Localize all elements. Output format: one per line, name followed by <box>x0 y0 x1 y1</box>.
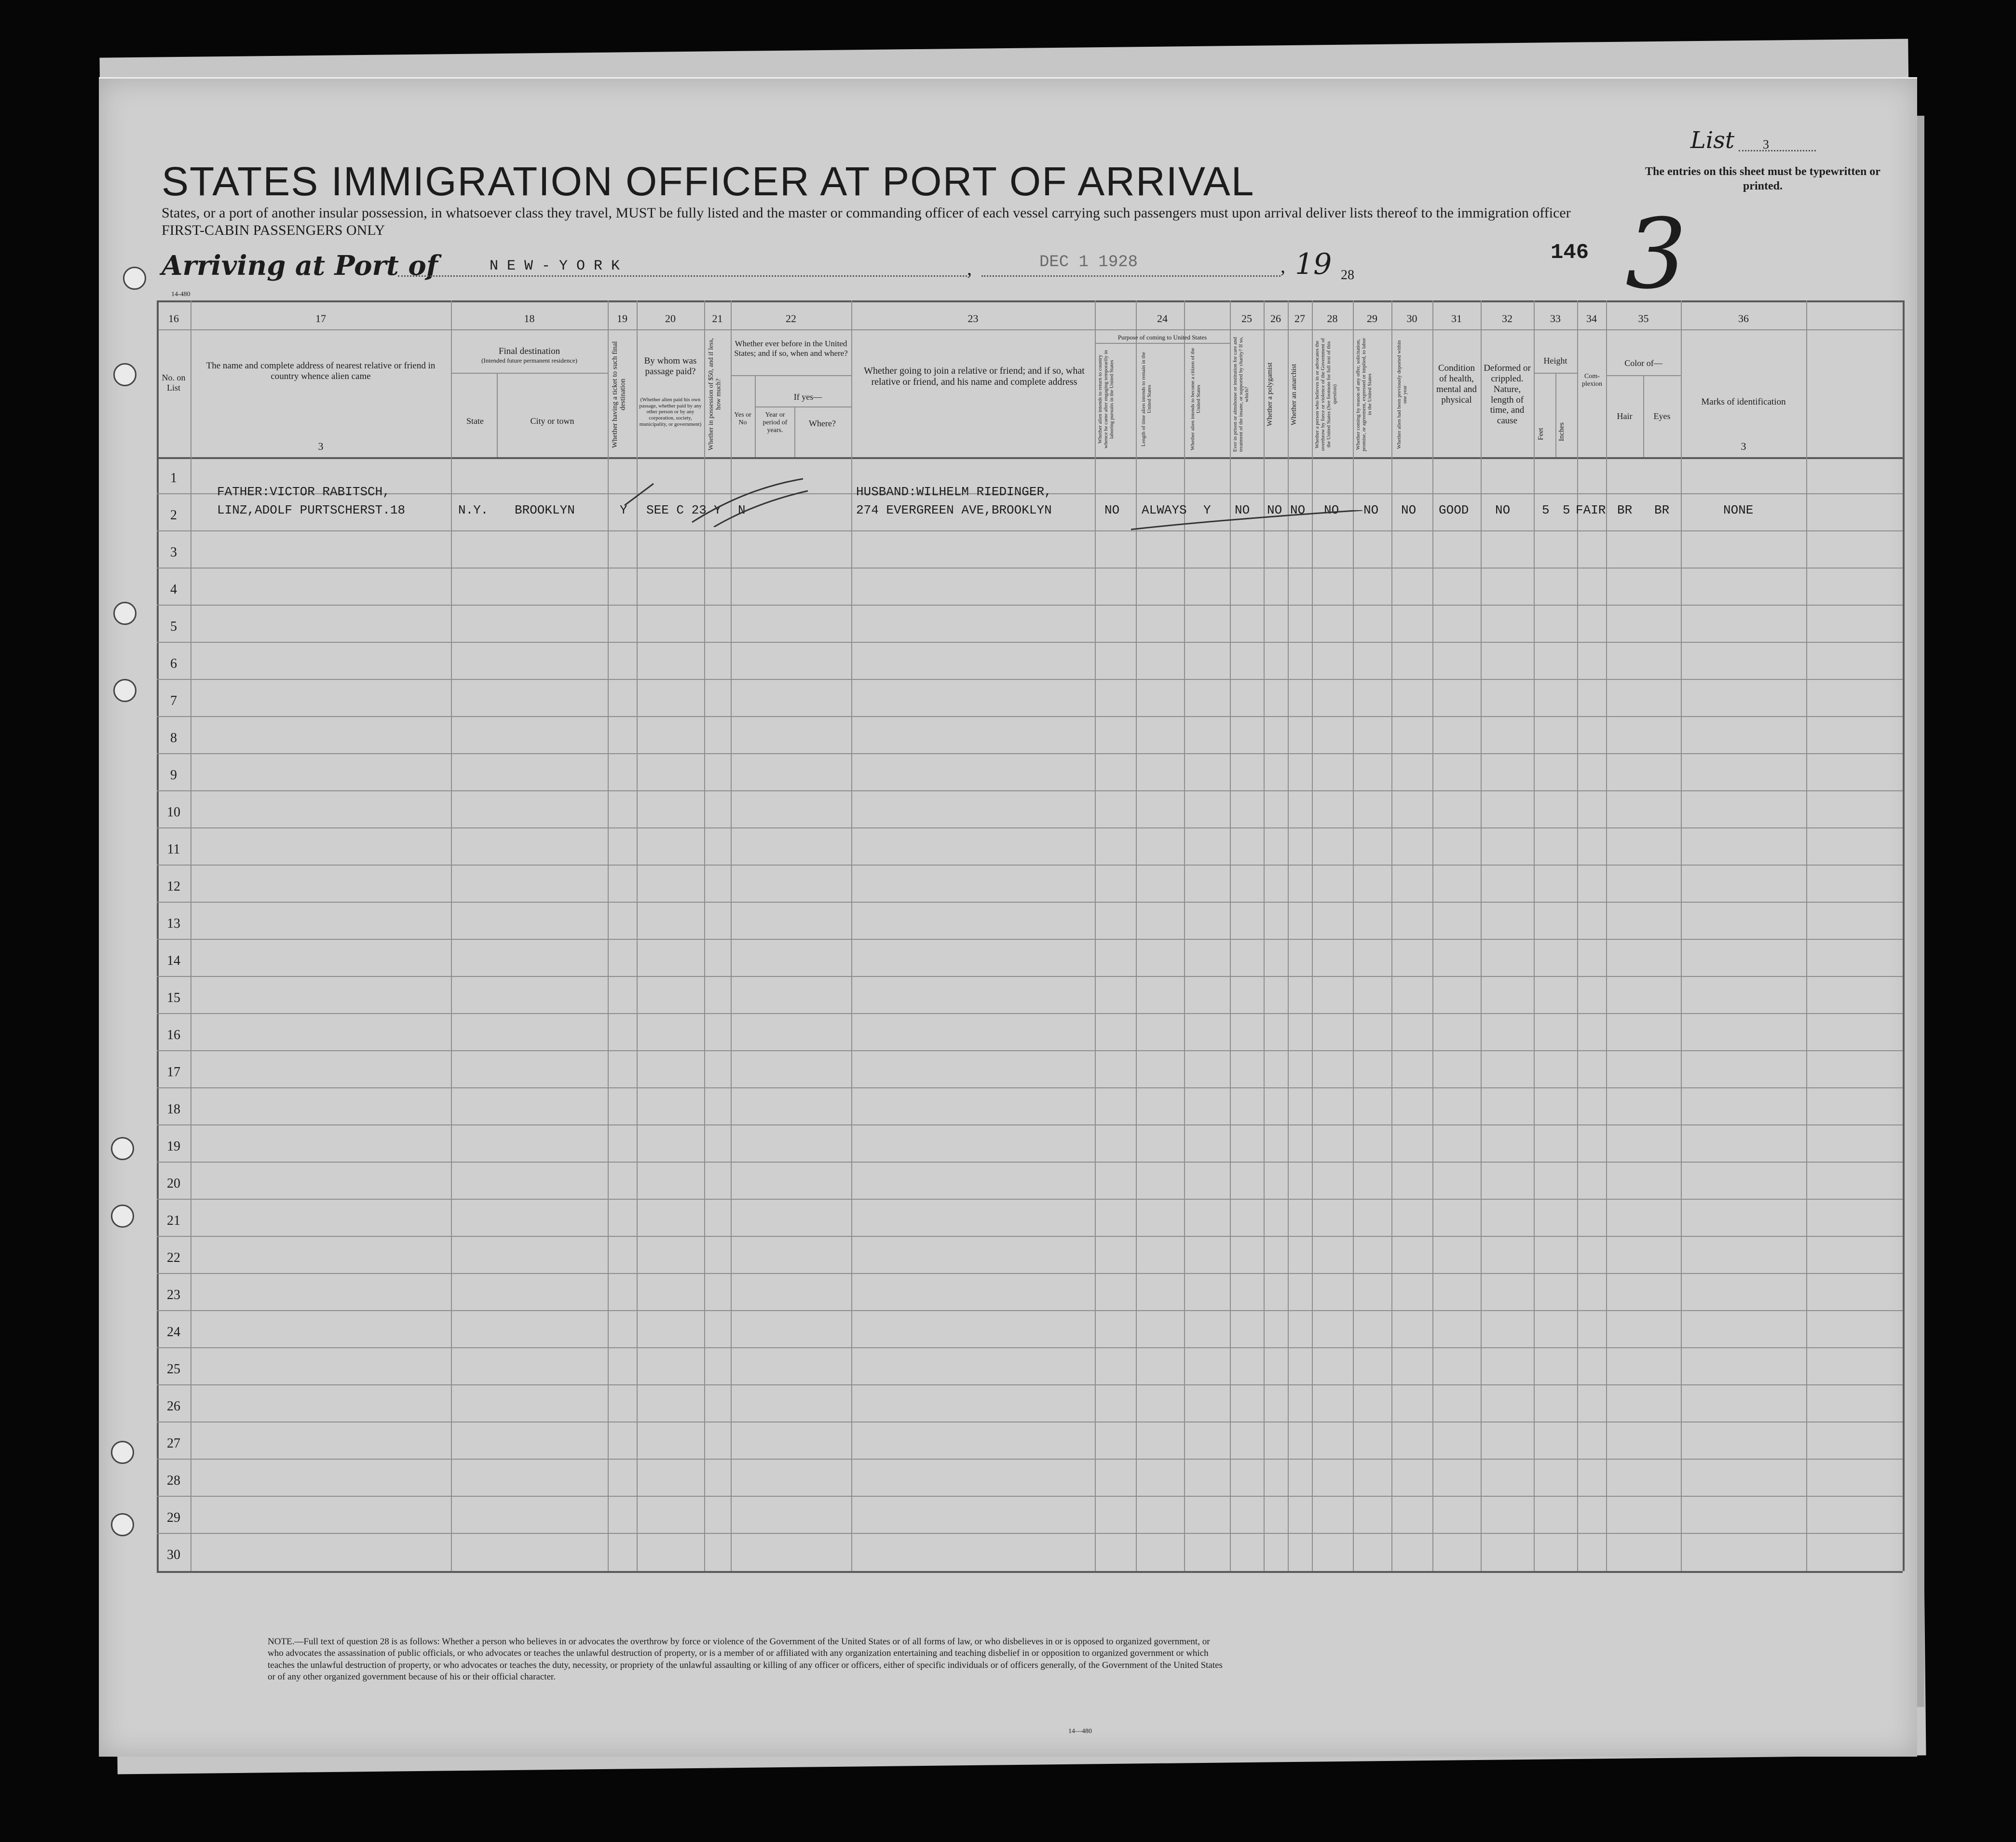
column-rule <box>1230 300 1231 1571</box>
col-num-24: 24 <box>1157 312 1168 325</box>
hdr-hair: Hair <box>1617 411 1633 421</box>
page-title: STATES IMMIGRATION OFFICER AT PORT OF ARRIVAL <box>162 159 1255 204</box>
row-rule <box>157 1050 1903 1051</box>
row-rule <box>157 1124 1903 1125</box>
row-rule <box>157 827 1903 828</box>
entry-q29: NO <box>1363 503 1379 517</box>
entry-length: ALWAYS <box>1142 503 1187 517</box>
hdr-joining: Whether going to join a relative or friend; and if so, what relative or friend, and his name and complete address <box>864 366 1085 387</box>
hdr-health: Condition of health, mental and physical <box>1436 363 1477 405</box>
row-number: 24 <box>167 1325 180 1340</box>
hdr-possession: Whether in possession of $50, and if less, how much? <box>708 338 722 451</box>
row-number: 29 <box>167 1510 180 1525</box>
entry-complexion: FAIR <box>1576 503 1606 517</box>
row-rule <box>157 1533 1903 1534</box>
manifest-sheet: STATES IMMIGRATION OFFICER AT PORT OF ARRIVAL States, or a port of another insular possession, in whatsoever class they travel, MUST be fully listed and the master or commanding officer of each vessel carrying such passengers must upon arrival deliver lists thereof to the immigration officer FIRST-CABIN PASSENGERS ONLY Arriving at Port of N E W - Y O R K , DEC 1 1928 , 19 28 146 3 List 3 The entries on this sheet must be typewritten or printed. 14-480 1 2 3 4 5 6 7 8 9 10 11 12 13 14 15 16 17 18 19 20 21 22 23 24 25 26 27 28 29 30 16 17 18 19 20 21 22 23 24 25 26 27 28 29 30 31 32 33 34 35 36 No. on List The name and complete address of nearest relative or friend in country whence alien came 3 Final destination (Intended future permanent residence) State City or town Whether having a ticket to such final destination By whom was passage paid? (Whether alien paid his own passage, whether paid by any other person or by any corporation, society, municipality, or government) Whether in possession of $50, and if less, how much? Whether ever before in the United States; and if so, when and where? If yes— Yes or No Year or period of years. Where? Whether going to join a relative or friend; and if so, what relative or friend, and his name and complete address Purpose of coming to United States Whether alien intends to return to country whence he came after engaging temporarily in laboring pursuits in the United States Length of time alien intends to remain in the United States Whether alien intends to become a citizen of the United States Ever in prison or almshouse or institution for care and treatment of the insane, or supported by charity? If so, which? Whether a polygamist Whether an anarchist Whether a person who believes in or advocates the overthrow by force or violence of the Government of the United States (See footnote for full text of this question) Whether coming by reason of any offer, solicitation, promise, or agreement, expressed or implied, to labor in the United States Whether alien had been previously deported within one year Condition of health, mental and physical Deformed or crippled. Nature, length of time, and cause Height Feet Inches Com-plexion Color of— Hair Eyes Marks of identification 3 FATHER:VICTOR RABITSCH, LINZ,ADOLF PURTSCHERST.18 N.Y. BROOKLYN Y SEE C 23 Y N HUSBAND:WILHELM RIEDINGER, 274 EVERGREEN AVE,BROOKLYN NO ALWAYS Y NO NO NO NO NO NO GOOD NO 5 5 FAIR BR BR NONE NOTE.—Full text of question 28 is as follows: Whether a person who believes in or advocates the overthrow by force or violence of the Government of the United States or of all forms of law, or who disbelieves in or is opposed to organized government, or who advocates the assassination of public officials, or who advocates or teaches the unlawful destruction of property, or is a member of or affiliated with any organization entertaining and teaching disbelief in or opposition to organized government or which teaches the unlawful destruction of property, or who advocates or teaches the duty, necessity, or propriety of the unlawful assaulting or killing of any officer or officers, either of specific individuals or of officers generally, of the Government of the United States or of any other organized government because of his or their official character. 14—480 <box>99 77 1917 1757</box>
hdr-eyes: Eyes <box>1653 411 1671 421</box>
entry-joining-line2: 274 EVERGREEN AVE,BROOKLYN <box>856 503 1052 517</box>
subtitle: States, or a port of another insular possession, in whatsoever class they travel, MUST be fully listed and the master or commanding officer of each vessel carrying such passengers must upon arrival deliver lists thereof to the immigration officer <box>162 205 1571 221</box>
list-number: 3 <box>1763 137 1769 151</box>
column-rule <box>1391 300 1392 1571</box>
row-number: 5 <box>170 619 177 634</box>
row-number: 19 <box>167 1139 180 1154</box>
row-number: 14 <box>167 953 180 968</box>
punch-hole <box>123 267 146 290</box>
year-prefix: 19 <box>1295 247 1332 281</box>
row-number: 17 <box>167 1065 180 1080</box>
row-number: 28 <box>167 1473 180 1488</box>
row-number: 23 <box>167 1287 180 1302</box>
row-rule <box>157 530 1903 531</box>
row-rule <box>157 865 1903 866</box>
punch-hole <box>111 1441 134 1464</box>
entry-ever-before: N <box>738 503 746 517</box>
hdr-marks-sub: 3 <box>1741 440 1746 452</box>
hdr-q30: Whether alien had been previously deported within one year <box>1396 340 1408 449</box>
col-num-33: 33 <box>1550 312 1561 325</box>
row-number: 7 <box>170 693 177 708</box>
entry-citizen: Y <box>1203 503 1211 517</box>
hdr-purpose-length: Length of time alien intends to remain in the United States <box>1141 352 1153 447</box>
row-number: 15 <box>167 990 180 1005</box>
hdr-state: State <box>466 416 484 426</box>
row-rule <box>157 939 1903 940</box>
row-rule <box>157 1199 1903 1200</box>
column-rule <box>1577 300 1578 1571</box>
hdr-purpose-return: Whether alien intends to return to country whence he came after engaging temporarily in laboring pursuits in the United States <box>1097 350 1115 449</box>
col-num-35: 35 <box>1638 312 1649 325</box>
list-big-number: 3 <box>1625 198 1687 311</box>
port-dotted-line <box>398 275 967 277</box>
date-dotted-line <box>981 275 1280 277</box>
column-rule <box>1681 300 1682 1571</box>
row-rule <box>157 642 1903 643</box>
entry-polygamist: NO <box>1267 503 1282 517</box>
row-number: 10 <box>167 805 180 820</box>
hdr-purpose-citizen: Whether alien intends to become a citizen of the United States <box>1190 348 1202 451</box>
hdr-yes-no: Yes or No <box>734 411 751 427</box>
row-number: 6 <box>170 656 177 671</box>
entry-q30: NO <box>1401 503 1417 517</box>
entry-eyes: BR <box>1654 503 1670 517</box>
footnote: NOTE.—Full text of question 28 is as follows: Whether a person who believes in or advocates the overthrow by force or violence of the Government of the United States or of all forms of law, or who disbelieves in or is opposed to organized government, or who advocates the assassination of public officials, or who advocates or teaches the unlawful destruction of property, or is a member of or affiliated with any organization entertaining and teaching disbelief in or opposition to organized government or which teaches the unlawful destruction of property, or who advocates or teaches the duty, necessity, or propriety of the unlawful assaulting or killing of any officer or officers, either of specific individuals or of officers generally, of the Government of the United States or of any other organized government because of his or their official character. <box>268 1637 1223 1682</box>
typewritten-note: The entries on this sheet must be typewritten or printed. <box>1645 165 1880 192</box>
entry-relative-line1: FATHER:VICTOR RABITSCH, <box>217 485 390 499</box>
list-label: List <box>1690 127 1735 154</box>
col-num-31: 31 <box>1451 312 1462 325</box>
col-num-19: 19 <box>617 312 627 325</box>
col-num-29: 29 <box>1367 312 1377 325</box>
row-rule <box>157 1236 1903 1237</box>
hdr-by-whom: By whom was passage paid? <box>644 356 697 377</box>
punch-hole <box>113 363 136 386</box>
hdr-ever-before: Whether ever before in the United States; and if so, when and where? <box>734 339 848 358</box>
row-number: 8 <box>170 731 177 745</box>
col-num-22: 22 <box>786 312 796 325</box>
date-stamp: DEC 1 1928 <box>1039 253 1138 271</box>
entry-marks: NONE <box>1723 503 1754 517</box>
row-rule <box>157 1087 1903 1088</box>
punch-hole <box>111 1513 134 1536</box>
hdr-where: Where? <box>809 419 836 428</box>
year-suffix: 28 <box>1341 268 1354 283</box>
column-rule <box>1312 300 1313 1571</box>
row-rule <box>157 1310 1903 1311</box>
column-rule <box>451 300 452 1571</box>
column-rule <box>1184 300 1185 1571</box>
row-rule <box>157 902 1903 903</box>
entry-ticket: Y <box>620 503 627 517</box>
hdr-q29: Whether coming by reason of any offer, solicitation, promise, or agreement, expressed or implied, to labor in the United States <box>1355 338 1373 451</box>
col-num-32: 32 <box>1502 312 1512 325</box>
column-rule <box>1353 300 1354 1571</box>
list-dotted-line <box>1739 150 1816 151</box>
row-number: 22 <box>167 1250 180 1265</box>
hdr-if-yes: If yes— <box>793 392 822 402</box>
row-number: 25 <box>167 1362 180 1377</box>
entry-prison: NO <box>1235 503 1250 517</box>
col-num-30: 30 <box>1406 312 1417 325</box>
hdr-relative-sub: 3 <box>318 440 324 452</box>
hdr-ticket: Whether having a ticket to such final destination <box>611 341 627 448</box>
hdr-relative: The name and complete address of nearest relative or friend in country whence alien came <box>206 361 436 381</box>
col-num-17: 17 <box>315 312 326 325</box>
col-num-27: 27 <box>1294 312 1305 325</box>
col-num-21: 21 <box>712 312 723 325</box>
hdr-complexion: Com-plexion <box>1582 373 1602 388</box>
row-rule <box>157 1496 1903 1497</box>
class-line: FIRST-CABIN PASSENGERS ONLY <box>162 222 385 238</box>
col-num-28: 28 <box>1327 312 1338 325</box>
row-number: 13 <box>167 916 180 931</box>
row-number: 4 <box>170 582 177 597</box>
hdr-no-on-list: No. on List <box>162 373 186 393</box>
entry-q28: NO <box>1324 503 1339 517</box>
column-rule <box>608 300 609 1571</box>
column-rule <box>1606 300 1607 1571</box>
row-rule <box>157 1013 1903 1014</box>
row-number: 21 <box>167 1213 180 1228</box>
col-num-26: 26 <box>1270 312 1281 325</box>
col-num-25: 25 <box>1241 312 1252 325</box>
hdr-anarchist: Whether an anarchist <box>1290 364 1298 425</box>
column-rule <box>157 300 159 1571</box>
col-num-18: 18 <box>524 312 535 325</box>
hdr-polygamist: Whether a polygamist <box>1266 362 1274 427</box>
row-number: 26 <box>167 1399 180 1414</box>
row-number: 1 <box>170 471 177 486</box>
entry-return: NO <box>1104 503 1120 517</box>
entry-city: BROOKLYN <box>515 503 575 517</box>
row-rule <box>157 568 1903 569</box>
row-number: 2 <box>170 508 177 523</box>
col-num-20: 20 <box>665 312 676 325</box>
hdr-inches: Inches <box>1558 422 1566 442</box>
hdr-height: Height <box>1543 356 1567 366</box>
entry-joining-line1: HUSBAND:WILHELM RIEDINGER, <box>856 485 1052 499</box>
entry-anarchist: NO <box>1290 503 1306 517</box>
hdr-year-period: Year or period of years. <box>763 411 788 434</box>
col-num-16: 16 <box>168 312 179 325</box>
hdr-prison: Ever in prison or almshouse or institution for care and treatment of the insane, or supported by charity? If so, which? <box>1232 337 1250 452</box>
entry-state: N.Y. <box>458 503 489 517</box>
hdr-q28: Whether a person who believes in or advocates the overthrow by force or violence of the Government of the United States (See footnote for full text of this question) <box>1314 338 1338 451</box>
page-number: 146 <box>1551 241 1589 265</box>
row-number: 30 <box>167 1547 180 1562</box>
row-rule <box>157 716 1903 717</box>
entry-inches: 5 <box>1563 503 1570 517</box>
entry-by-whom: SEE C 23 <box>646 503 707 517</box>
col-num-36: 36 <box>1738 312 1749 325</box>
hdr-final-destination-sub: (Intended future permanent residence) <box>481 357 577 364</box>
row-rule <box>157 1347 1903 1348</box>
entry-relative-line2: LINZ,ADOLF PURTSCHERST.18 <box>217 503 406 517</box>
column-rule <box>1432 300 1433 1571</box>
pencil-mark-purpose <box>1131 510 1382 554</box>
row-number: 11 <box>167 842 180 857</box>
row-rule <box>157 679 1903 680</box>
row-number: 20 <box>167 1176 180 1191</box>
hdr-purpose: Purpose of coming to United States <box>1117 334 1207 341</box>
arriving-label: Arriving at Port of <box>162 250 438 282</box>
row-rule <box>157 605 1903 606</box>
row-number: 3 <box>170 545 177 560</box>
row-rule <box>157 790 1903 791</box>
row-rule <box>157 1162 1903 1163</box>
row-number: 16 <box>167 1028 180 1043</box>
column-rule <box>1136 300 1137 1571</box>
pencil-marks <box>620 460 1102 527</box>
row-number: 9 <box>170 768 177 783</box>
row-number: 12 <box>167 879 180 894</box>
punch-hole <box>113 679 136 702</box>
footnote-form-code: 14—480 <box>1068 1728 1092 1735</box>
entry-feet: 5 <box>1542 503 1550 517</box>
column-rule <box>1534 300 1535 1571</box>
row-number: 27 <box>167 1436 180 1451</box>
punch-hole <box>111 1205 134 1228</box>
column-rule <box>1903 300 1905 1571</box>
hdr-color-of: Color of— <box>1624 358 1662 368</box>
hdr-by-whom-sub: (Whether alien paid his own passage, whether paid by any other person or by any corporation, society, municipality, or government) <box>639 397 702 427</box>
col-num-23: 23 <box>967 312 979 325</box>
port-name: N E W - Y O R K <box>490 258 620 274</box>
entry-possession: Y <box>714 503 722 517</box>
entry-deformed: NO <box>1495 503 1511 517</box>
punch-hole <box>111 1137 134 1160</box>
hdr-deformed: Deformed or crippled. Nature, length of time, and cause <box>1484 363 1531 426</box>
hdr-city: City or town <box>530 416 574 426</box>
column-rule <box>1806 300 1807 1571</box>
row-rule <box>157 1273 1903 1274</box>
column-rule <box>1264 300 1265 1571</box>
col-num-34: 34 <box>1586 312 1597 325</box>
hdr-marks: Marks of identification <box>1701 397 1786 407</box>
punch-hole <box>113 602 136 625</box>
entry-health: GOOD <box>1439 503 1469 517</box>
column-rule <box>1481 300 1482 1571</box>
row-rule <box>157 753 1903 754</box>
entry-hair: BR <box>1617 503 1633 517</box>
form-code-top: 14-480 <box>171 291 191 298</box>
hdr-final-destination: Final destination <box>498 346 560 356</box>
row-rule <box>157 1384 1903 1385</box>
column-rule <box>1288 300 1289 1571</box>
row-rule <box>157 976 1903 977</box>
row-number: 18 <box>167 1102 180 1117</box>
row-rule <box>157 1459 1903 1460</box>
hdr-feet: Feet <box>1537 428 1545 441</box>
